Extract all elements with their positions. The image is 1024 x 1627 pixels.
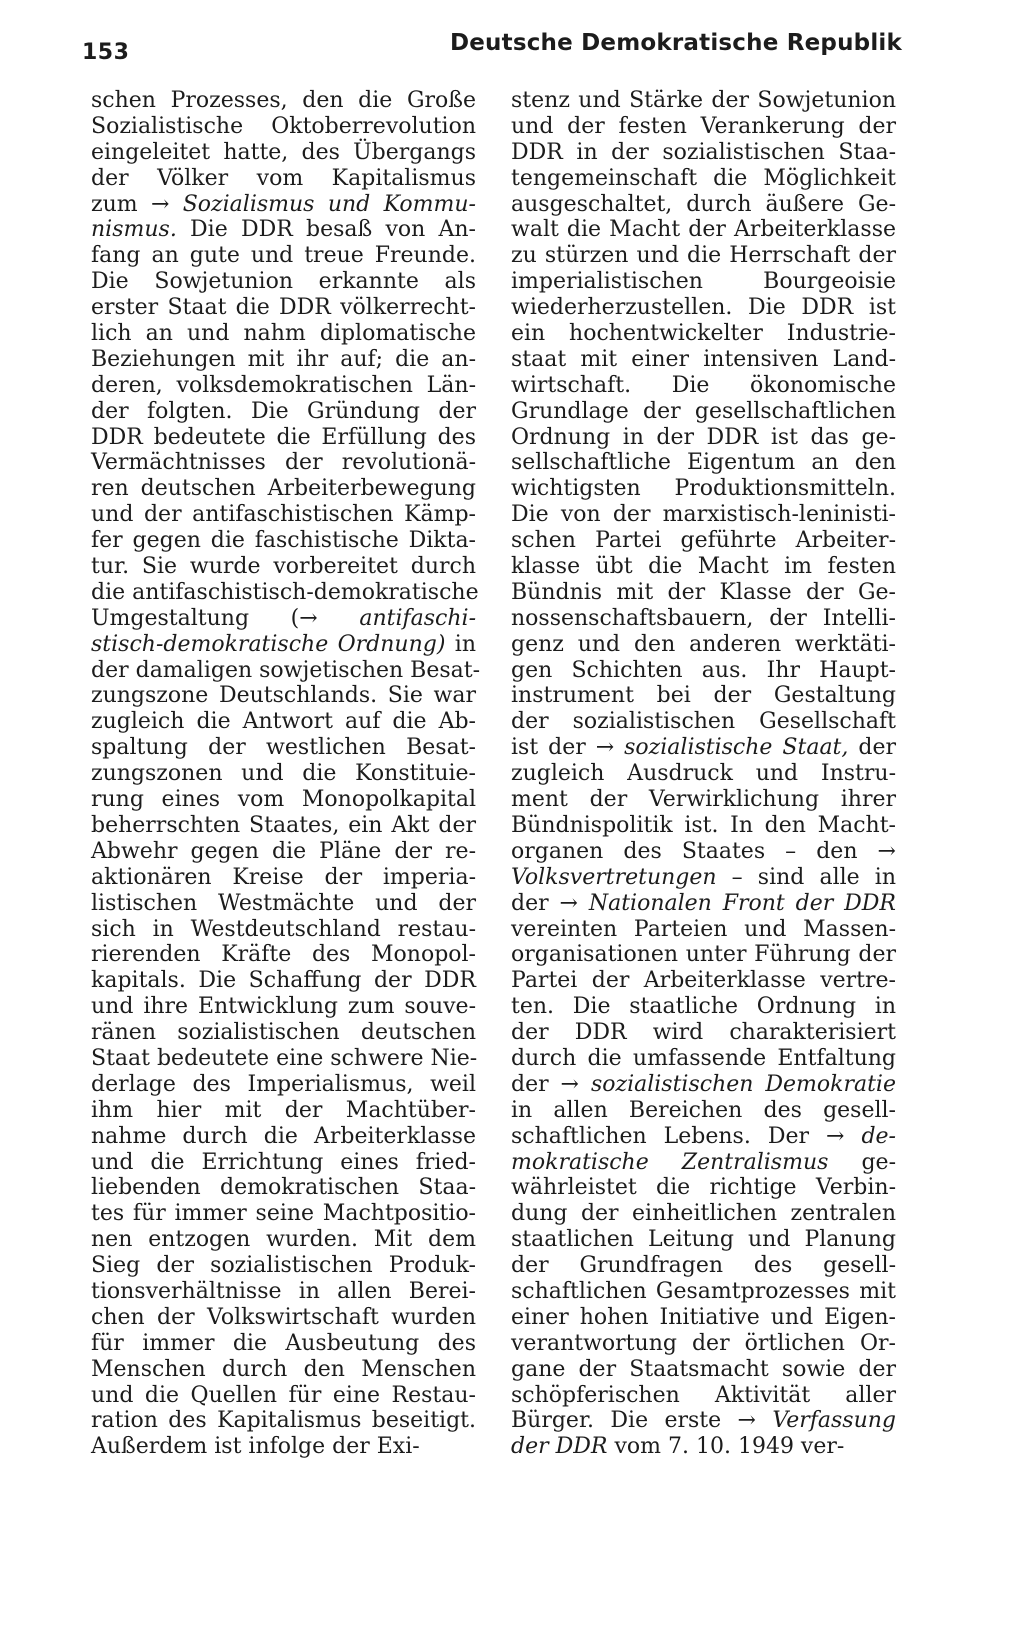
text-line: ausgeschaltet, durch äußere Ge- bbox=[511, 191, 896, 217]
text-line: wiederherzustellen. Die DDR ist bbox=[511, 295, 896, 321]
running-head: Deutsche Demokratische Republik bbox=[449, 30, 902, 56]
left-column bbox=[91, 88, 481, 1460]
text-line: tes für immer seine Machtpositio- bbox=[91, 1201, 476, 1227]
text-line: gen Schichten aus. Ihr Haupt- bbox=[511, 657, 896, 683]
text-line: derlage des Imperialismus, weil bbox=[91, 1071, 476, 1097]
text-line: zum → Sozialismus und Kommu- bbox=[91, 191, 476, 217]
text-line: der folgten. Die Gründung der bbox=[91, 398, 476, 424]
text-line: und die Errichtung eines fried- bbox=[91, 1149, 476, 1175]
text-line: mokratische Zentralismus ge- bbox=[511, 1149, 896, 1175]
text-line: erster Staat die DDR völkerrecht- bbox=[91, 295, 476, 321]
text-line: der Völker vom Kapitalismus bbox=[91, 165, 476, 191]
text-line: DDR in der sozialistischen Staa- bbox=[511, 139, 896, 165]
text-line: Außerdem ist infolge der Exi- bbox=[91, 1434, 420, 1460]
text-line: ration des Kapitalismus beseitigt. bbox=[91, 1408, 476, 1434]
text-line: Staat bedeutete eine schwere Nie- bbox=[91, 1045, 478, 1071]
text-line: Grundlage der gesellschaftlichen bbox=[511, 398, 896, 424]
text-line: ten. Die staatliche Ordnung in bbox=[511, 994, 896, 1020]
text-line: chen der Volkswirtschaft wurden bbox=[91, 1304, 476, 1330]
text-line: ihm hier mit der Machtüber- bbox=[91, 1097, 476, 1123]
text-line: zugleich die Antwort auf die Ab- bbox=[91, 709, 476, 735]
text-line: rung eines vom Monopolkapital bbox=[91, 787, 476, 813]
text-line: rierenden Kräfte des Monopol- bbox=[91, 942, 476, 968]
text-line: lich an und nahm diplomatische bbox=[91, 321, 476, 347]
text-line: und die Quellen für eine Restau- bbox=[91, 1382, 476, 1408]
text-line: wirtschaft. Die ökonomische bbox=[511, 372, 896, 398]
text-line: der sozialistischen Gesellschaft bbox=[511, 709, 896, 735]
text-line: zu stürzen und die Herrschaft der bbox=[511, 243, 896, 269]
text-line: Volksvertretungen – sind alle in bbox=[511, 864, 896, 890]
text-line: dung der einheitlichen zentralen bbox=[511, 1201, 896, 1227]
text-line: tengemeinschaft die Möglichkeit bbox=[511, 165, 896, 191]
text-line: walt die Macht der Arbeiterklasse bbox=[511, 217, 896, 243]
text-line: liebenden demokratischen Staa- bbox=[91, 1175, 476, 1201]
text-line: eingeleitet hatte, des Übergangs bbox=[91, 139, 476, 165]
text-line: Menschen durch den Menschen bbox=[91, 1356, 476, 1382]
text-line: zungszonen und die Konstituie- bbox=[91, 761, 476, 787]
text-line: stisch-demokratische Ordnung) in bbox=[91, 631, 476, 657]
text-line: nahme durch die Arbeiterklasse bbox=[91, 1123, 476, 1149]
text-line: Vermächtnisses der revolutionä- bbox=[91, 450, 476, 476]
text-line: in allen Bereichen des gesell- bbox=[511, 1097, 896, 1123]
text-line: beherrschten Staates, ein Akt der bbox=[91, 812, 476, 838]
text-line: Sozialistische Oktoberrevolution bbox=[91, 113, 476, 139]
text-line: aktionären Kreise der imperia- bbox=[91, 864, 476, 890]
text-line: nen entzogen wurden. Mit dem bbox=[91, 1227, 476, 1253]
text-line: der → sozialistischen Demokratie bbox=[511, 1071, 896, 1097]
text-line: staatlichen Leitung und Planung bbox=[511, 1227, 896, 1253]
text-line: Umgestaltung (→ antifaschi- bbox=[91, 605, 476, 631]
text-line: organisationen unter Führung der bbox=[511, 942, 896, 968]
text-line: ment der Verwirklichung ihrer bbox=[511, 787, 896, 813]
text-line: vereinten Parteien und Massen- bbox=[511, 916, 896, 942]
text-line: sellschaftliche Eigentum an den bbox=[511, 450, 896, 476]
text-line: gane der Staatsmacht sowie der bbox=[511, 1356, 896, 1382]
text-line: nismus. Die DDR besaß von An- bbox=[91, 217, 476, 243]
page-header bbox=[82, 26, 902, 70]
text-line: deren, volksdemokratischen Län- bbox=[91, 372, 476, 398]
text-line: die antifaschistisch-demokratische bbox=[91, 579, 479, 605]
text-line: Ordnung in der DDR ist das ge- bbox=[511, 424, 896, 450]
right-column bbox=[511, 88, 896, 1460]
text-line: klasse übt die Macht im festen bbox=[511, 554, 896, 580]
text-line: und ihre Entwicklung zum souve- bbox=[91, 994, 476, 1020]
text-line: Bürger. Die erste → Verfassung bbox=[511, 1408, 896, 1434]
text-line: ränen sozialistischen deutschen bbox=[91, 1020, 476, 1046]
text-line: der DDR vom 7. 10. 1949 ver- bbox=[511, 1434, 845, 1460]
text-line: Beziehungen mit ihr auf; die an- bbox=[91, 346, 476, 372]
text-line: durch die umfassende Entfaltung bbox=[511, 1045, 896, 1071]
text-line: schaftlichen Gesamtprozesses mit bbox=[511, 1278, 896, 1304]
text-line: fang an gute und treue Freunde. bbox=[91, 243, 476, 269]
text-line: Die von der marxistisch-leninisti- bbox=[511, 502, 896, 528]
text-line: ein hochentwickelter Industrie- bbox=[511, 321, 896, 347]
text-line: Partei der Arbeiterklasse vertre- bbox=[511, 968, 896, 994]
text-line: staat mit einer intensiven Land- bbox=[511, 346, 896, 372]
text-line: wichtigsten Produktionsmitteln. bbox=[511, 476, 896, 502]
text-line: schen Prozesses, den die Große bbox=[91, 88, 476, 113]
text-line: zungszone Deutschlands. Sie war bbox=[91, 683, 476, 709]
text-line: nossenschaftsbauern, der Intelli- bbox=[511, 605, 896, 631]
page-number: 153 bbox=[82, 40, 130, 65]
text-line: organen des Staates – den → bbox=[511, 838, 896, 864]
text-line: währleistet die richtige Verbin- bbox=[511, 1175, 896, 1201]
text-line: zugleich Ausdruck und Instru- bbox=[511, 761, 896, 787]
text-line: der damaligen sowjetischen Besat- bbox=[91, 657, 481, 683]
text-line: Sieg der sozialistischen Produk- bbox=[91, 1253, 476, 1279]
text-line: genz und den anderen werktäti- bbox=[511, 631, 896, 657]
text-line: ren deutschen Arbeiterbewegung bbox=[91, 476, 476, 502]
text-line: verantwortung der örtlichen Or- bbox=[511, 1330, 896, 1356]
text-line: kapitals. Die Schaffung der DDR bbox=[91, 968, 476, 994]
text-line: Bündnis mit der Klasse der Ge- bbox=[511, 579, 896, 605]
text-line: tur. Sie wurde vorbereitet durch bbox=[91, 554, 476, 580]
text-line: und der antifaschistischen Kämp- bbox=[91, 502, 476, 528]
text-line: schen Partei geführte Arbeiter- bbox=[511, 528, 896, 554]
text-line: schaftlichen Lebens. Der → de- bbox=[511, 1123, 896, 1149]
text-line: imperialistischen Bourgeoisie bbox=[511, 269, 896, 295]
text-line: DDR bedeutete die Erfüllung des bbox=[91, 424, 476, 450]
text-line: tionsverhältnisse in allen Berei- bbox=[91, 1278, 476, 1304]
text-line: einer hohen Initiative und Eigen- bbox=[511, 1304, 896, 1330]
text-line: Die Sowjetunion erkannte als bbox=[91, 269, 476, 295]
text-line: schöpferischen Aktivität aller bbox=[511, 1382, 896, 1408]
text-line: ist der → sozialistische Staat, der bbox=[511, 735, 896, 761]
text-line: fer gegen die faschistische Dikta- bbox=[91, 528, 476, 554]
text-line: der → Nationalen Front der DDR bbox=[511, 890, 896, 916]
text-line: und der festen Verankerung der bbox=[511, 113, 896, 139]
text-line: der Grundfragen des gesell- bbox=[511, 1253, 896, 1279]
text-line: der DDR wird charakterisiert bbox=[511, 1020, 896, 1046]
text-line: Bündnispolitik ist. In den Macht- bbox=[511, 812, 896, 838]
text-line: stenz und Stärke der Sowjetunion bbox=[511, 88, 896, 113]
text-line: Abwehr gegen die Pläne der re- bbox=[91, 838, 476, 864]
text-line: für immer die Ausbeutung des bbox=[91, 1330, 476, 1356]
text-line: sich in Westdeutschland restau- bbox=[91, 916, 476, 942]
text-line: spaltung der westlichen Besat- bbox=[91, 735, 476, 761]
text-line: instrument bei der Gestaltung bbox=[511, 683, 896, 709]
text-line: listischen Westmächte und der bbox=[91, 890, 476, 916]
